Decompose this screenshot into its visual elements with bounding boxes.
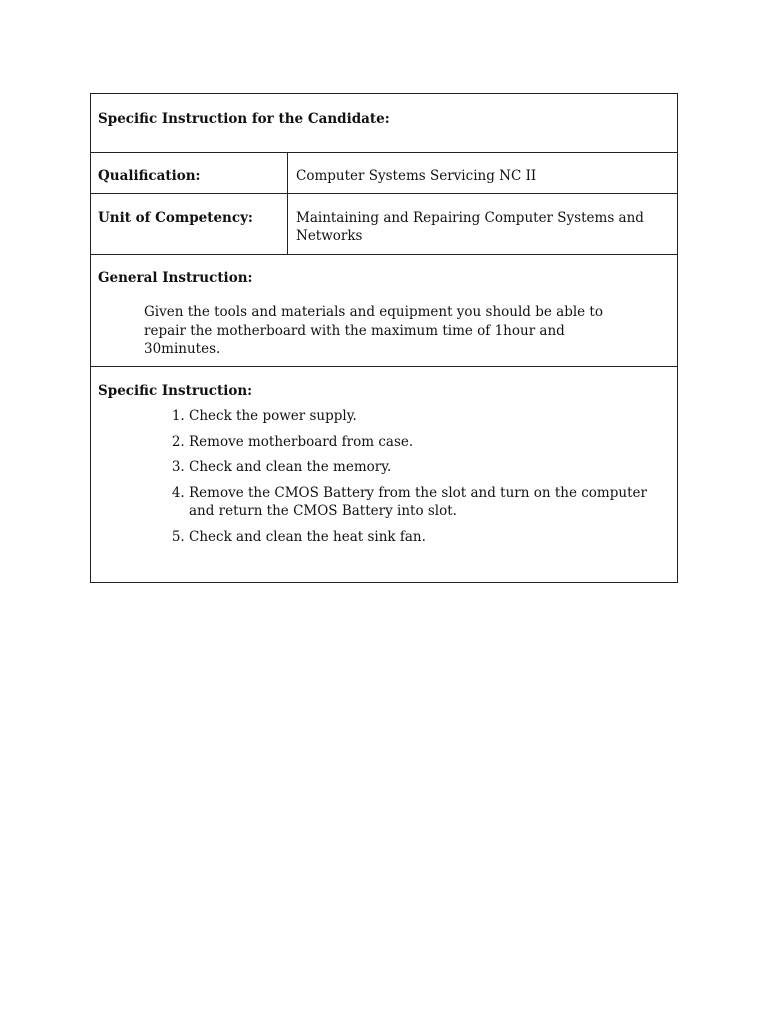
unit-of-competency-label: Unit of Competency:: [98, 210, 253, 226]
candidate-instruction-table: [90, 93, 678, 583]
unit-of-competency-label-cell: [91, 193, 288, 254]
table-title: Specific Instruction for the Candidate:: [98, 111, 390, 127]
general-instruction-label: General Instruction:: [98, 270, 253, 286]
specific-instruction-steps: [165, 407, 669, 553]
qualification-label: Qualification:: [98, 168, 201, 184]
qualification-label-cell: [91, 152, 288, 193]
unit-of-competency-value: Maintaining and Repairing Computer Systems and Networks: [296, 210, 644, 244]
list-item: 4. Remove the CMOS Battery from the slot and turn on the computer and return the CMOS Battery into slot.: [189, 484, 669, 521]
unit-of-competency-row: [91, 193, 677, 255]
specific-instruction-label: Specific Instruction:: [98, 383, 253, 399]
list-item: 2. Remove motherboard from case.: [189, 433, 669, 452]
title-row: [91, 94, 677, 153]
general-instruction-row: [91, 254, 677, 367]
qualification-row: [91, 152, 677, 194]
general-instruction-text: Given the tools and materials and equipment you should be able to repair the motherboard with the maximum time of 1hour and 30minutes.: [144, 304, 603, 357]
list-item: 1. Check the power supply.: [189, 407, 669, 426]
list-item: 3. Check and clean the memory.: [189, 458, 669, 477]
qualification-value: Computer Systems Servicing NC II: [296, 168, 537, 184]
list-item: 5. Check and clean the heat sink fan.: [189, 528, 669, 547]
specific-instruction-row: [91, 366, 677, 582]
